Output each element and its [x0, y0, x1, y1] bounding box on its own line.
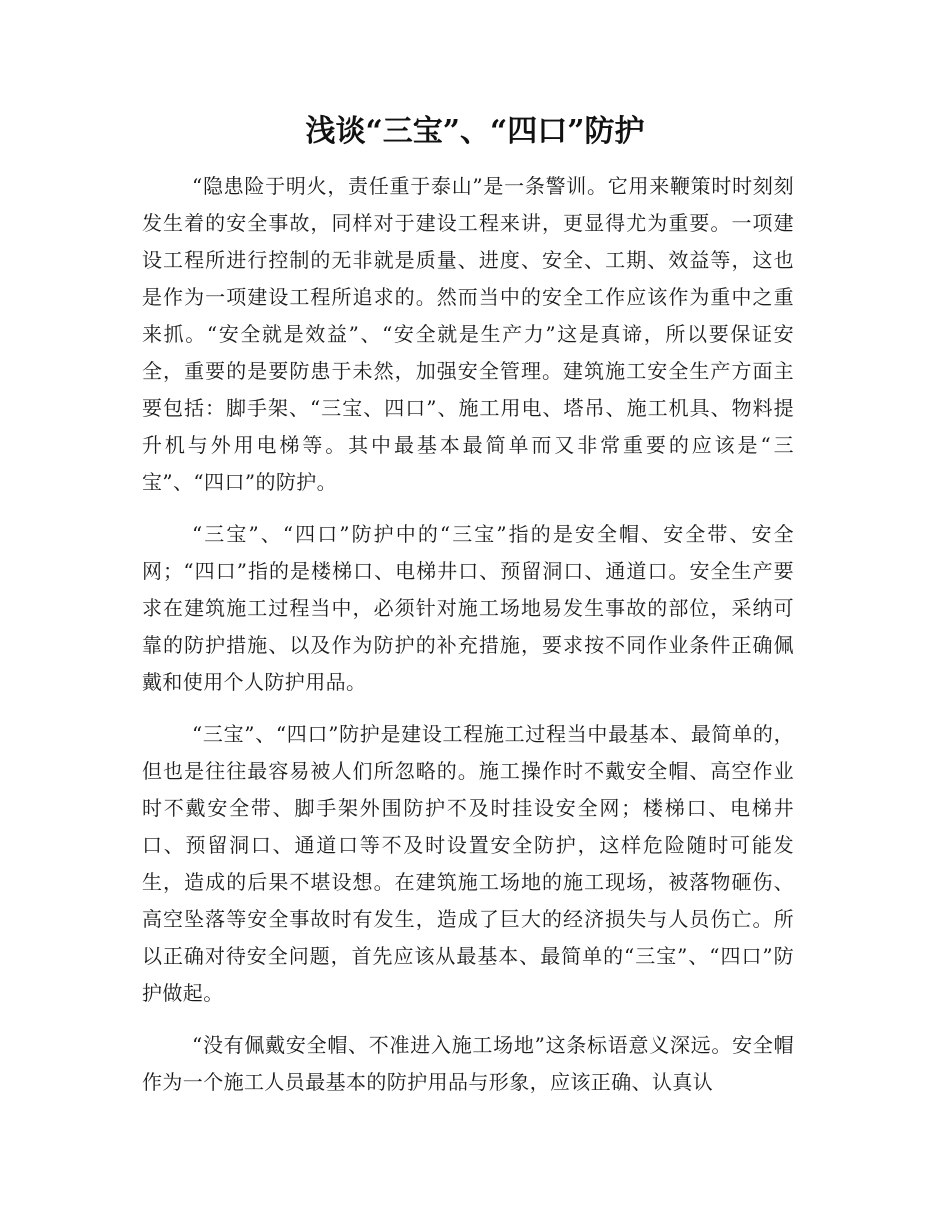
document-body [142, 168, 794, 1116]
document-title: 浅谈“三宝”、“四口”防护 [305, 114, 645, 149]
paragraph-importance: “三宝”、“四口”防护是建设工程施工过程当中最基本、最简单的，但也是往往最容易被人们所忽略的。施工操作时不戴安全帽、高空作业时不戴安全带、脚手架外围防护不及时挂设安全网；楼梯口、电梯井口、预留洞口、通道口等不及时设置安全防护，这样危险随时可能发生，造成的后果不堪设想。在建筑施工场地的施工现场，被落物砸伤、高空坠落等安全事故时有发生，造成了巨大的经济损失与人员伤亡。所以正确对待安全问题，首先应该从最基本、最简单的“三宝”、“四口”防护做起。 [142, 722, 794, 1005]
paragraph-intro: “隐患险于明火，责任重于泰山”是一条警训。它用来鞭策时时刻刻发生着的安全事故，同样对于建设工程来讲，更显得尤为重要。一项建设工程所进行控制的无非就是质量、进度、安全、工期、效益等，这也是作为一项建设工程所追求的。然而当中的安全工作应该作为重中之重来抓。“安全就是效益”、“安全就是生产力”这是真谛，所以要保证安全，重要的是要防患于未然，加强安全管理。建筑施工安全生产方面主要包括：脚手架、“三宝、四口”、施工用电、塔吊、施工机具、物料提升机与外用电梯等。其中最基本最简单而又非常重要的应该是“三宝”、“四口”的防护。 [142, 174, 794, 494]
paragraph-helmet: “没有佩戴安全帽、不准进入施工场地”这条标语意义深远。安全帽作为一个施工人员最基本的防护用品与形象，应该正确、认真认 [142, 1033, 794, 1094]
paragraph-definition: “三宝”、“四口”防护中的“三宝”指的是安全帽、安全带、安全网；“四口”指的是楼梯口、电梯井口、预留洞口、通道口。安全生产要求在建筑施工过程当中，必须针对施工场地易发生事故的部位，采纳可靠的防护措施、以及作为防护的补充措施，要求按不同作业条件正确佩戴和使用个人防护用品。 [142, 522, 794, 694]
